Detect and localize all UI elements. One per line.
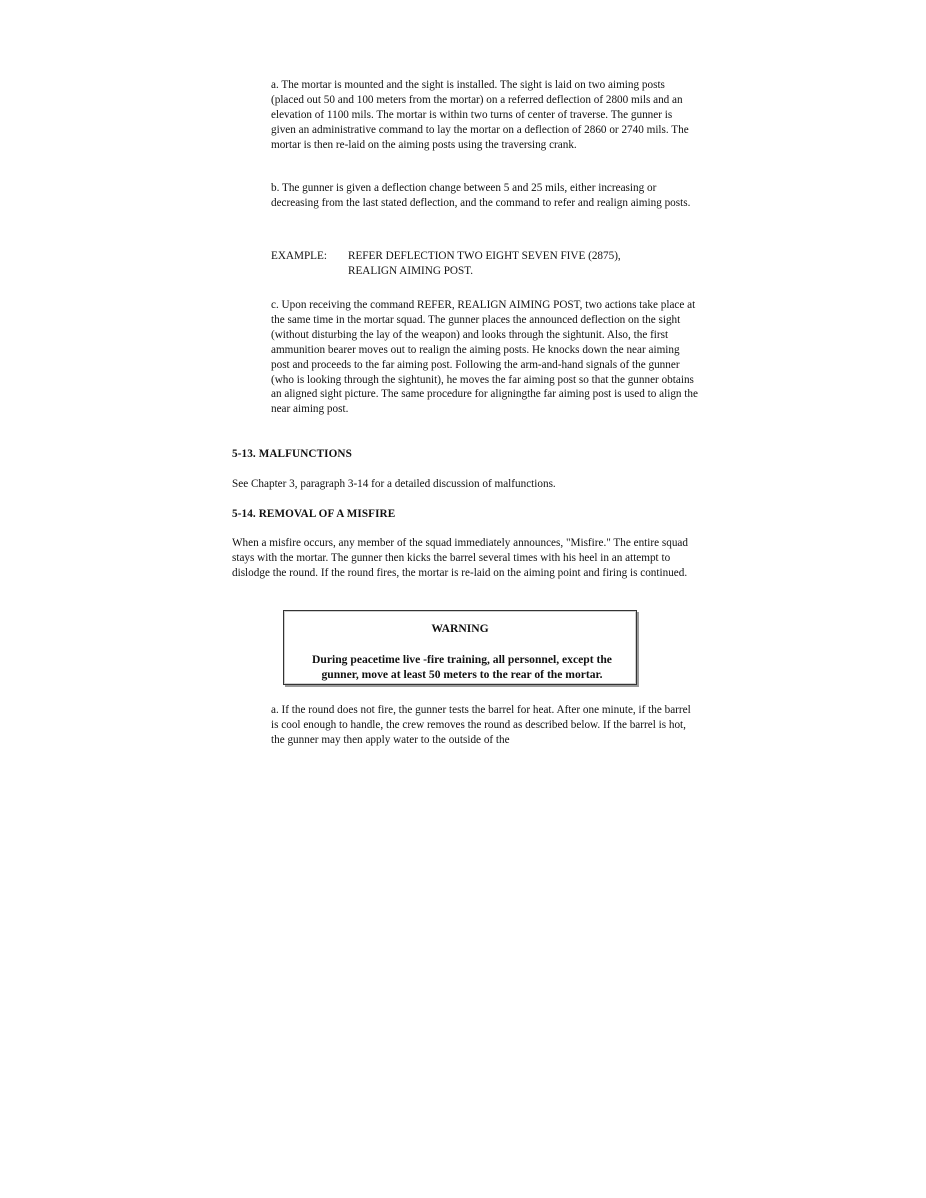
example-line-2: REALIGN AIMING POST.	[348, 264, 474, 277]
paragraph-a-round-does-not-fire: a. If the round does not fire, the gunner tests the barrel for heat. After one minute, if the barrel is cool enough to handle, the crew removes the round as described below. If the barrel is hot, the gunner may then apply water to the outside of the	[271, 704, 691, 746]
example-block	[271, 249, 701, 279]
misfire-text: When a misfire occurs, any member of the squad immediately announces, "Misfire." The entire squad stays with the mortar. The gunner then kicks the barrel several times with his heel in an attempt to dislodge the round. If the round fires, the mortar is re-laid on the aiming point and firing is continued.	[232, 537, 688, 579]
example-command	[348, 249, 621, 279]
example-label: EXAMPLE:	[271, 250, 327, 262]
paragraph-c-refer-realign: c. Upon receiving the command REFER, REALIGN AIMING POST, two actions take place at the same time in the mortar squad. The gunner places the announced deflection on the sight (without disturbing the lay of the weapon) and looks through the sightunit. Also, the first ammunition bearer moves out to realign the aiming posts. He knocks down the near aiming post and proceeds to the far aiming post. Following the arm-and-hand signals of the gunner (who is looking through the sightunit), he moves the far aiming post so that the gunner obtains an aligned sight picture. The same procedure for aligningthe far aiming post is used to align the near aiming post.	[271, 299, 698, 416]
warning-text: During peacetime live -fire training, all personnel, except the gunner, move at least 50 meters to the rear of the mortar.	[312, 653, 612, 681]
paragraph-a-mortar-mounted: a. The mortar is mounted and the sight is installed. The sight is laid on two aiming posts (placed out 50 and 100 meters from the mortar) on a referred deflection of 2800 mils and an elevation of 1100 mils. The mortar is within two turns of center of traverse. The gunner is given an administrative command to lay the mortar on a deflection of 2860 or 2740 mils. The mortar is then re-laid on the aiming posts using the traversing crank.	[271, 79, 689, 151]
example-line-1: REFER DEFLECTION TWO EIGHT SEVEN FIVE (2875),	[348, 250, 621, 262]
malfunctions-text: See Chapter 3, paragraph 3-14 for a detailed discussion of malfunctions.	[232, 478, 556, 490]
warning-title: WARNING	[431, 622, 489, 635]
heading-malfunctions: 5-13. MALFUNCTIONS	[232, 448, 352, 460]
heading-removal-of-misfire: 5-14. REMOVAL OF A MISFIRE	[232, 508, 396, 520]
paragraph-b-deflection-change: b. The gunner is given a deflection change between 5 and 25 mils, either increasing or decreasing from the last stated deflection, and the command to refer and realign aiming posts.	[271, 182, 691, 209]
warning-box	[283, 610, 637, 685]
